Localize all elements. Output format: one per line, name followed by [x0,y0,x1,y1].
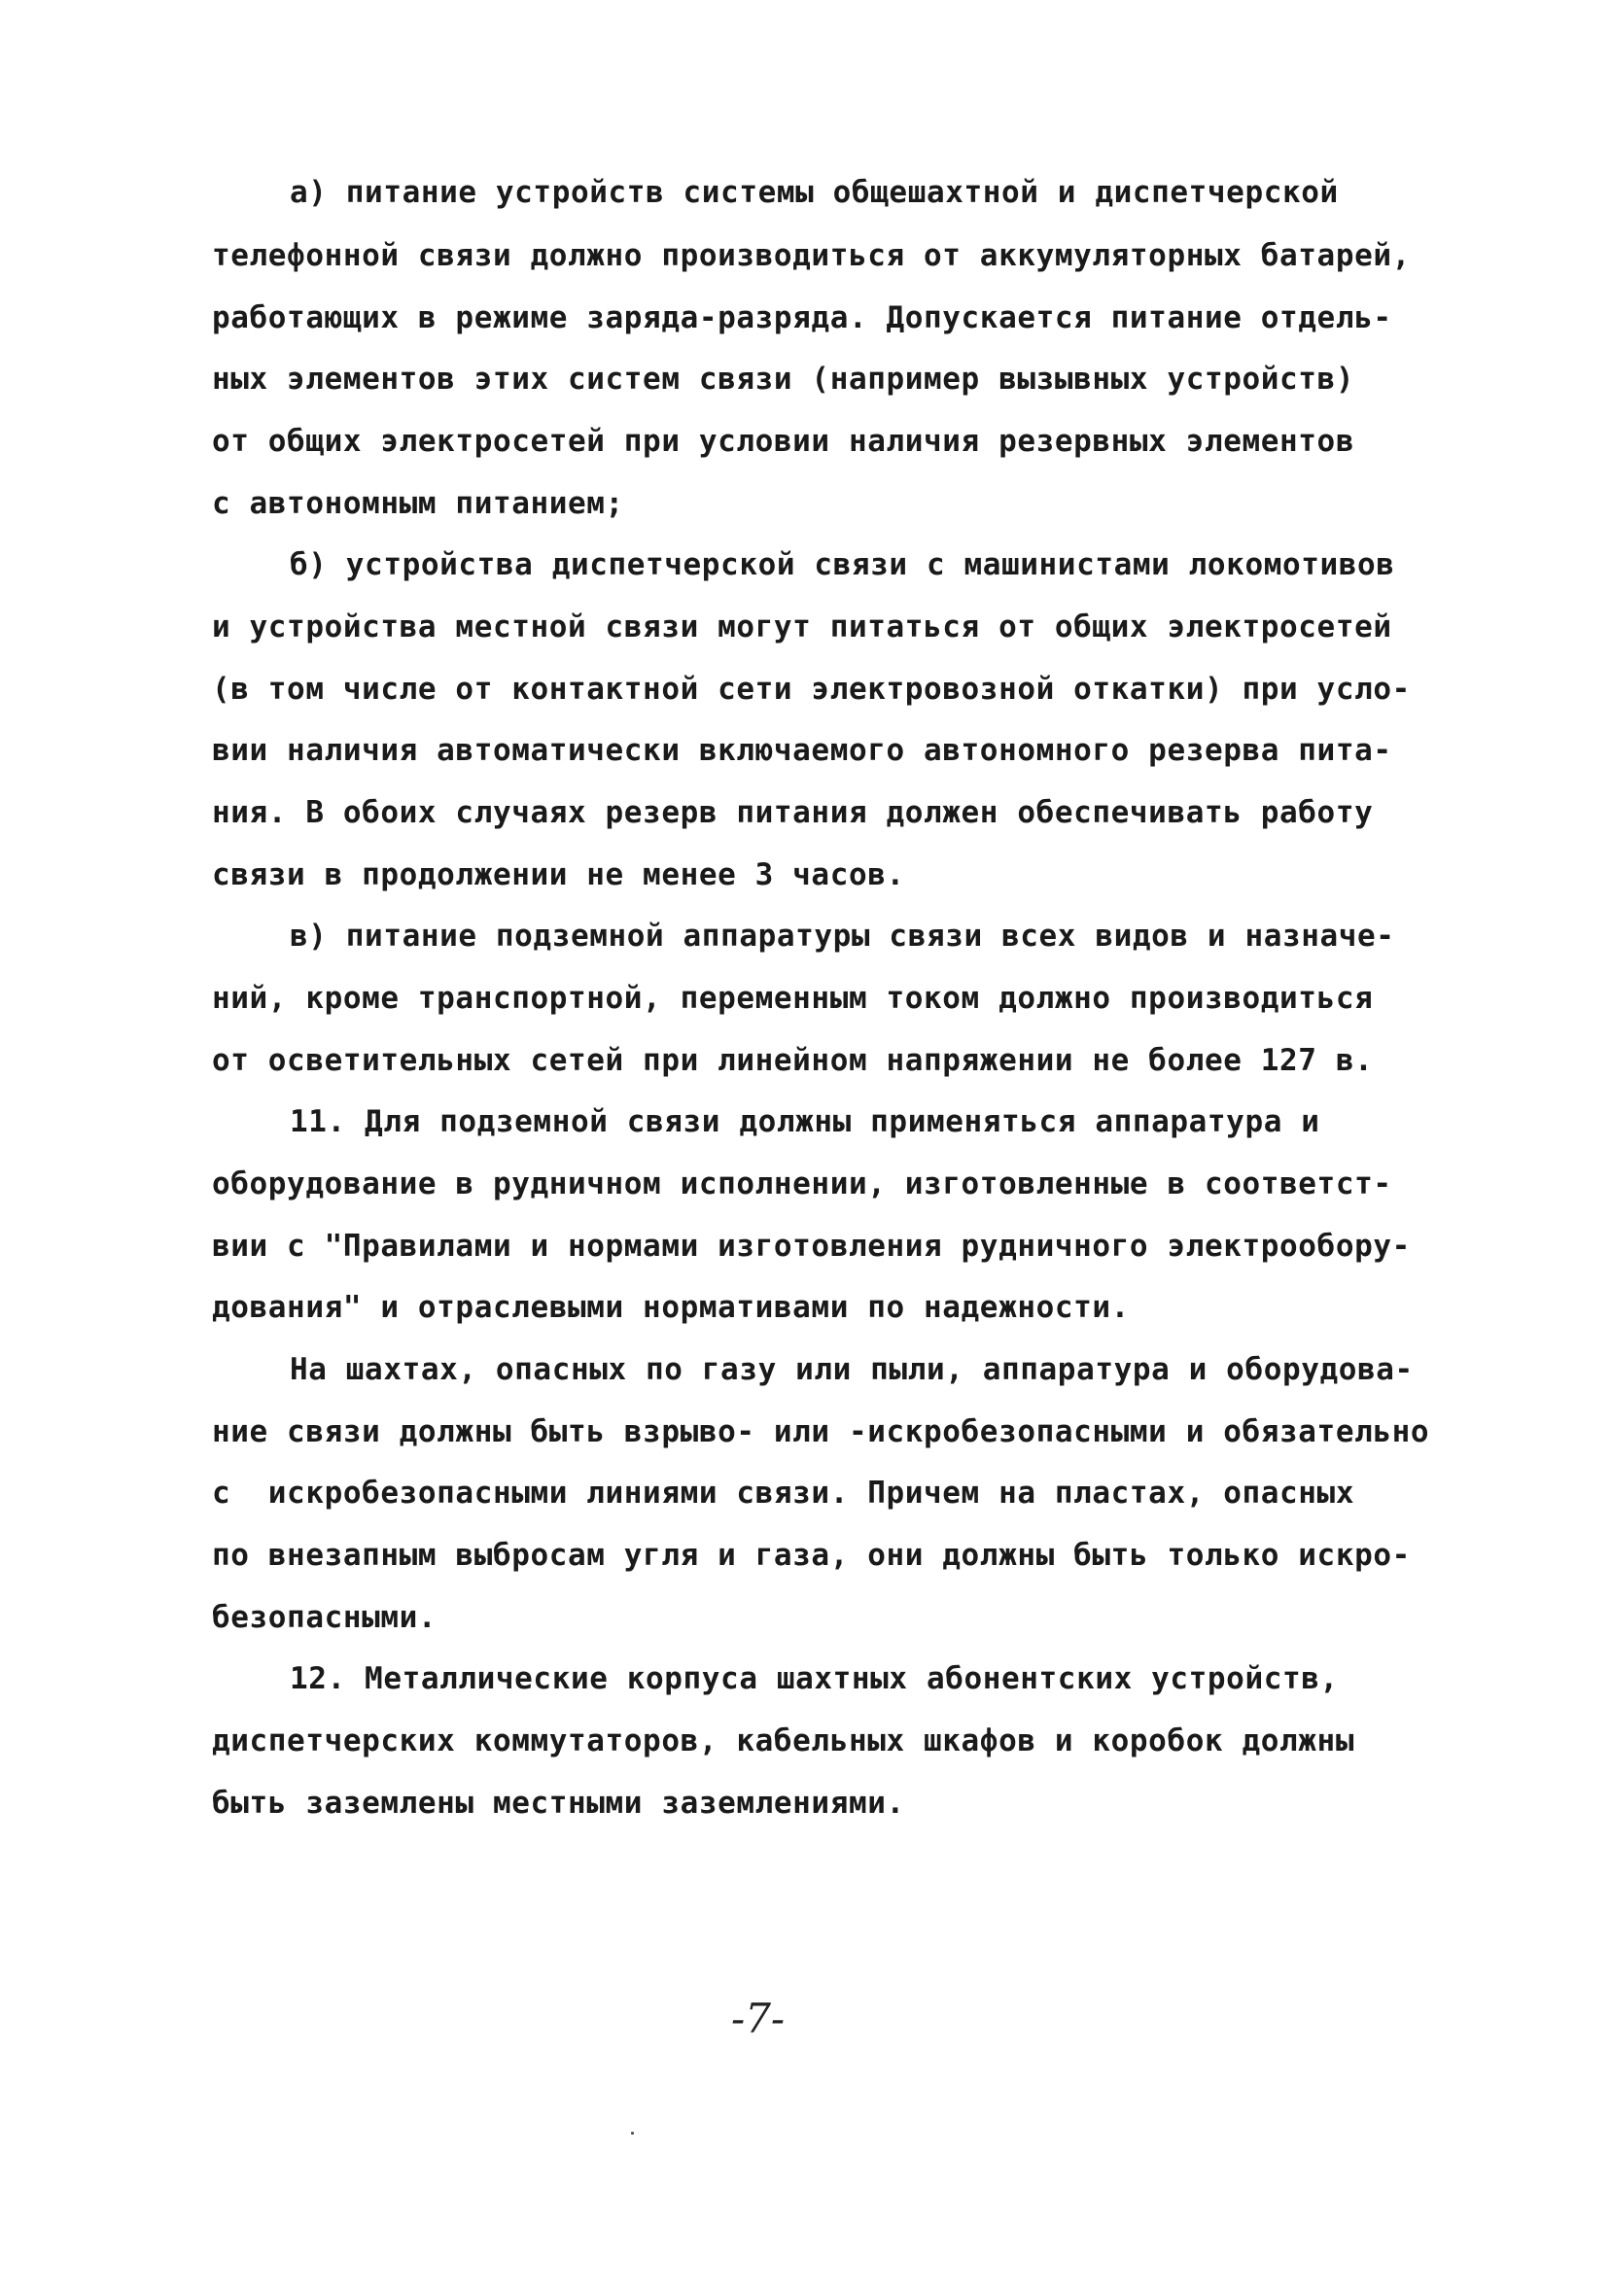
text-line-22: с искробезопасными линиями связи. Причем на пластах, опасных [212,1476,1355,1511]
text-line-6: с автономным питанием; [212,486,624,521]
text-line-1: а) питание устройств системы общешахтной и диспетчерской [290,175,1339,210]
text-line-17: оборудование в рудничном исполнении, изготовленные в соответст- [212,1166,1392,1201]
text-line-14: ний, кроме транспортной, переменным током должно производиться [212,981,1374,1016]
text-line-19: дования" и отраслевыми нормативами по надежности. [212,1290,1130,1325]
text-line-24: безопасными. [212,1600,438,1635]
text-line-10: вии наличия автоматически включаемого автономного резерва пита- [212,733,1392,768]
text-line-4: ных элементов этих систем связи (например вызывных устройств) [212,362,1355,397]
text-line-25: 12. Металлические корпуса шахтных абонентских устройств, [290,1661,1339,1696]
text-line-15: от осветительных сетей при линейном напряжении не более 127 в. [212,1043,1374,1078]
text-line-27: быть заземлены местными заземлениями. [212,1786,905,1821]
text-line-16: 11. Для подземной связи должны применяться аппаратура и [290,1104,1320,1139]
text-line-3: работающих в режиме заряда-разряда. Допускается питание отдель- [212,300,1392,335]
page-number: -7- [731,1995,786,2042]
text-line-23: по внезапным выбросам угля и газа, они должны быть только искро- [212,1538,1411,1573]
text-line-8: и устройства местной связи могут питаться от общих электросетей [212,609,1392,644]
text-line-20: На шахтах, опасных по газу или пыли, аппаратура и оборудова- [290,1352,1414,1387]
text-line-18: вии с "Правилами и нормами изготовления рудничного электрообору- [212,1229,1411,1264]
text-line-13: в) питание подземной аппаратуры связи всех видов и назначе- [290,919,1395,954]
text-line-7: б) устройства диспетчерской связи с машинистами локомотивов [290,547,1395,582]
text-line-9: (в том числе от контактной сети электровозной откатки) при усло- [212,672,1411,707]
text-line-26: диспетчерских коммутаторов, кабельных шкафов и коробок должны [212,1723,1355,1758]
text-line-12: связи в продолжении не менее 3 часов. [212,857,905,892]
scan-speck [631,2132,634,2135]
text-line-11: ния. В обоих случаях резерв питания должен обеспечивать работу [212,795,1374,830]
text-line-5: от общих электросетей при условии наличия резервных элементов [212,424,1355,459]
text-line-2: телефонной связи должно производиться от аккумуляторных батарей, [212,238,1411,273]
text-line-21: ние связи должны быть взрыво- или -искробезопасными и обязательно [212,1414,1430,1449]
